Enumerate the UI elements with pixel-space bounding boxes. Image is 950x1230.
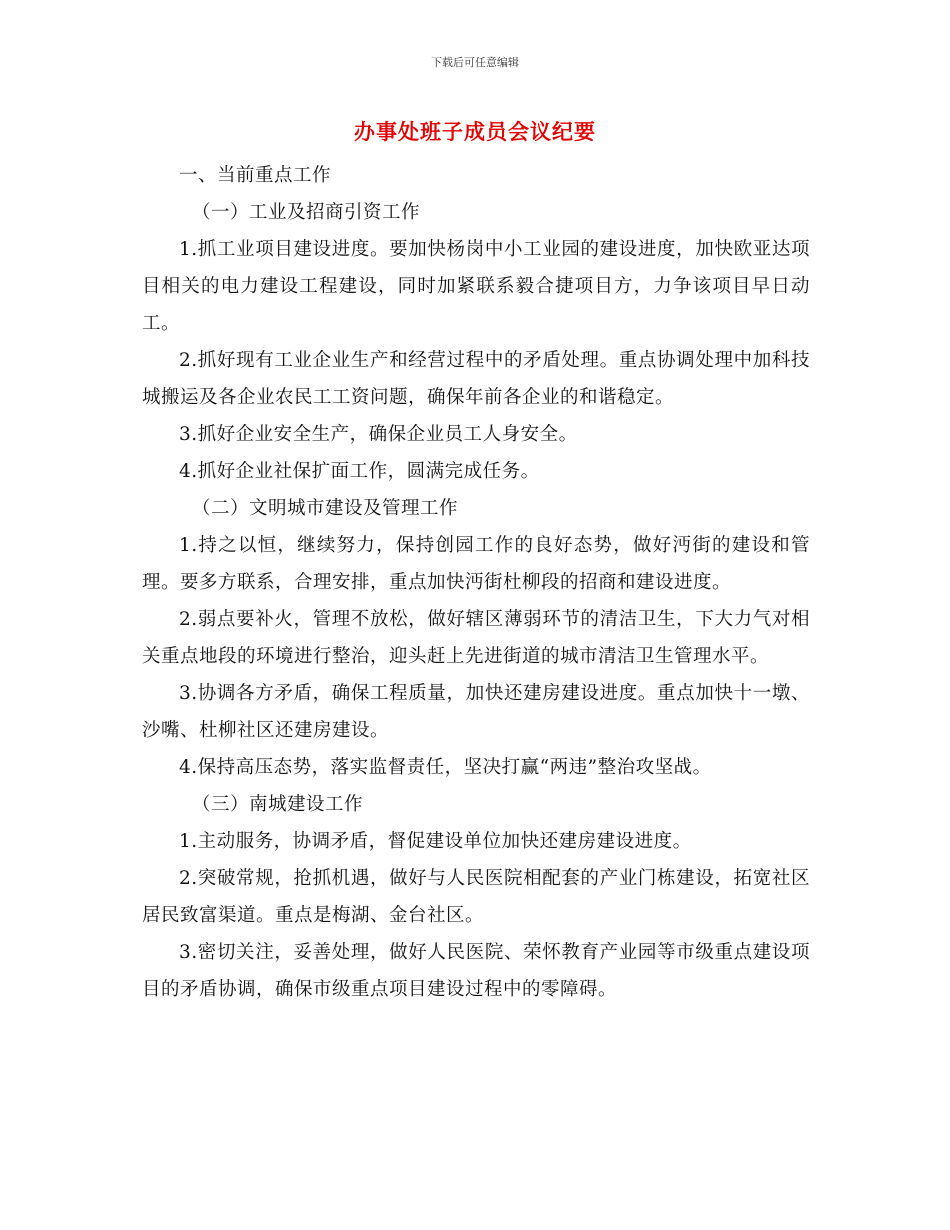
body-paragraph: 4.保持高压态势，落实监督责任，坚决打赢“两违”整治攻坚战。 <box>179 757 712 778</box>
subsection-heading: （二）文明城市建设及管理工作 <box>191 498 458 519</box>
subsection-heading: （三）南城建设工作 <box>191 794 363 815</box>
body-paragraph: 2.弱点要补火，管理不放松，做好辖区薄弱环节的清洁卫生，下大力气对相关重点地段的环境进行整治，迎头赶上先进街道的城市清洁卫生管理水平。 <box>142 609 810 667</box>
body-paragraph: 3.密切关注，妥善处理，做好人民医院、荣怀教育产业园等市级重点建设项目的矛盾协调，确保市级重点项目建设过程中的零障碍。 <box>142 942 810 1000</box>
body-paragraph: 1.主动服务，协调矛盾，督促建设单位加快还建房建设进度。 <box>179 831 692 852</box>
body-paragraph: 1.持之以恒，继续努力，保持创园工作的良好态势，做好沔街的建设和管理。要多方联系，合理安排，重点加快沔街杜柳段的招商和建设进度。 <box>142 535 810 593</box>
body-paragraph: 2.抓好现有工业企业生产和经营过程中的矛盾处理。重点协调处理中加科技城搬运及各企业农民工工资问题，确保年前各企业的和谐稳定。 <box>142 350 810 408</box>
page-header-note: 下载后可任意编辑 <box>431 56 519 69</box>
body-paragraph: 2.突破常规，抢抓机遇，做好与人民医院相配套的产业门栋建设，拓宽社区居民致富渠道。重点是梅湖、金台社区。 <box>142 868 810 926</box>
subsection-heading: （一）工业及招商引资工作 <box>191 202 420 223</box>
body-paragraph: 3.协调各方矛盾，确保工程质量，加快还建房建设进度。重点加快十一墩、沙嘴、杜柳社区还建房建设。 <box>142 683 810 741</box>
section-heading: 一、当前重点工作 <box>179 165 332 186</box>
body-paragraph: 3.抓好企业安全生产，确保企业员工人身安全。 <box>179 424 578 445</box>
body-paragraph: 4.抓好企业社保扩面工作，圆满完成任务。 <box>179 461 540 482</box>
body-paragraph: 1.抓工业项目建设进度。要加快杨岗中小工业园的建设进度，加快欧亚达项目相关的电力建设工程建设，同时加紧联系毅合捷项目方，力争该项目早日动工。 <box>142 239 810 334</box>
document-title: 办事处班子成员会议纪要 <box>354 119 596 144</box>
document-body <box>142 157 810 1008</box>
